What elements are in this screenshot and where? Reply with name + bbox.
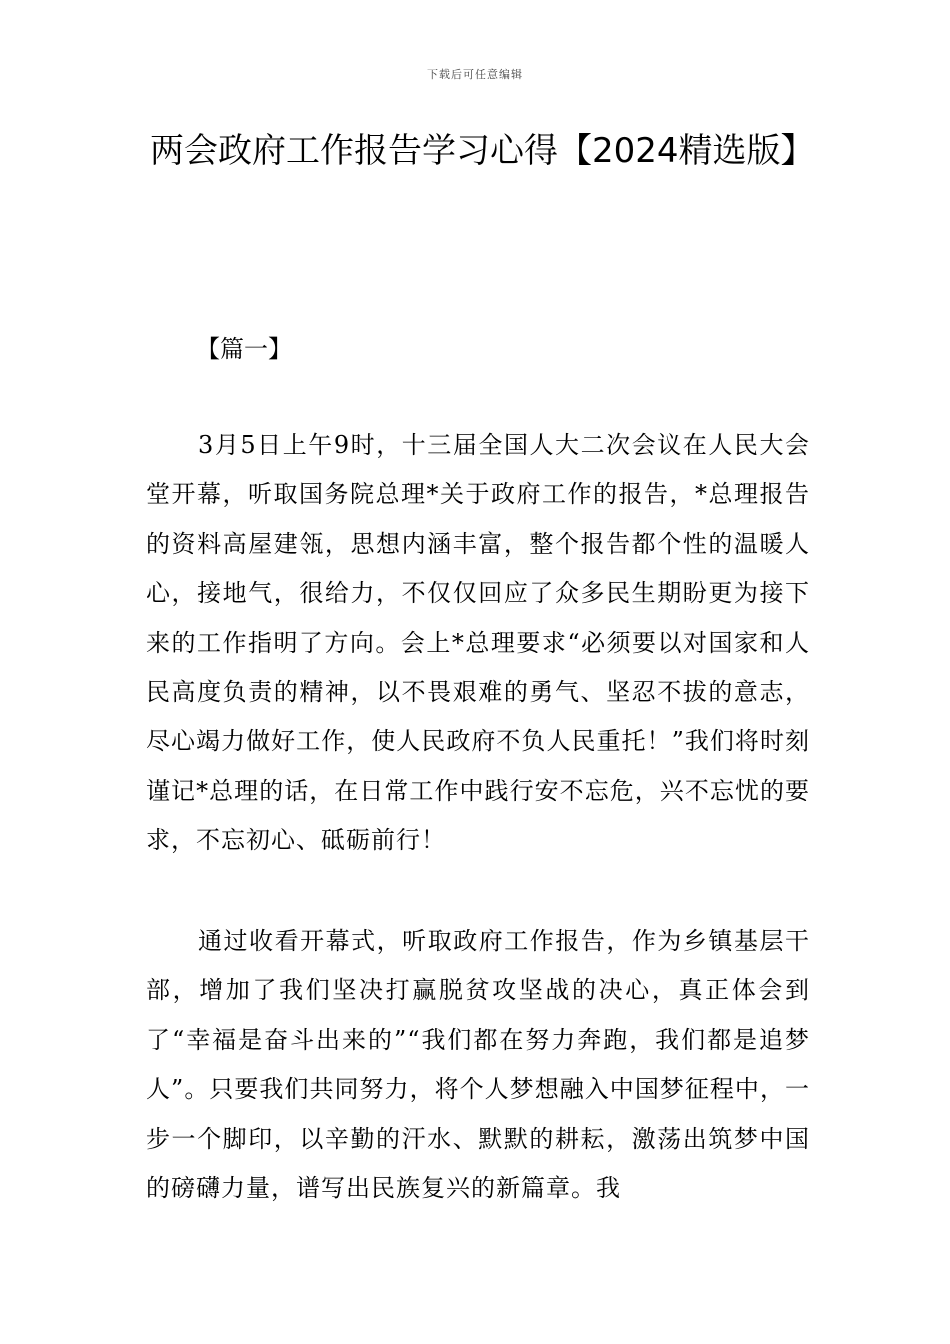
document-title: 两会政府工作报告学习心得【2024精选版】 [150,131,815,171]
paragraph: 3月5日上午9时，十三届全国人大二次会议在人民大会堂开幕，听取国务院总理*关于政府工作的报告，*总理报告的资料高屋建瓴，思想内涵丰富，整个报告都个性的温暖人心，接地气，很给力，不仅仅回应了众多民生期盼更为接下来的工作指明了方向。会上*总理要求“必须要以对国家和人民高度负责的精神，以不畏艰难的勇气、坚忍不拔的意志，尽心竭力做好工作，使人民政府不负人民重托！”我们将时刻谨记*总理的话，在日常工作中践行安不忘危，兴不忘忧的要求，不忘初心、砥砺前行！ [146,431,810,855]
paragraph: 通过收看开幕式，听取政府工作报告，作为乡镇基层干部，增加了我们坚决打赢脱贫攻坚战的决心，真正体会到了“幸福是奋斗出来的”“我们都在努力奔跑，我们都是追梦人”。只要我们共同努力，将个人梦想融入中国梦征程中，一步一个脚印，以辛勤的汗水、默默的耕耘，激荡出筑梦中国的磅礴力量，谱写出民族复兴的新篇章。我 [146,927,810,1203]
section-label: 【篇一】 [196,335,292,363]
header-note: 下载后可任意编辑 [427,68,523,81]
